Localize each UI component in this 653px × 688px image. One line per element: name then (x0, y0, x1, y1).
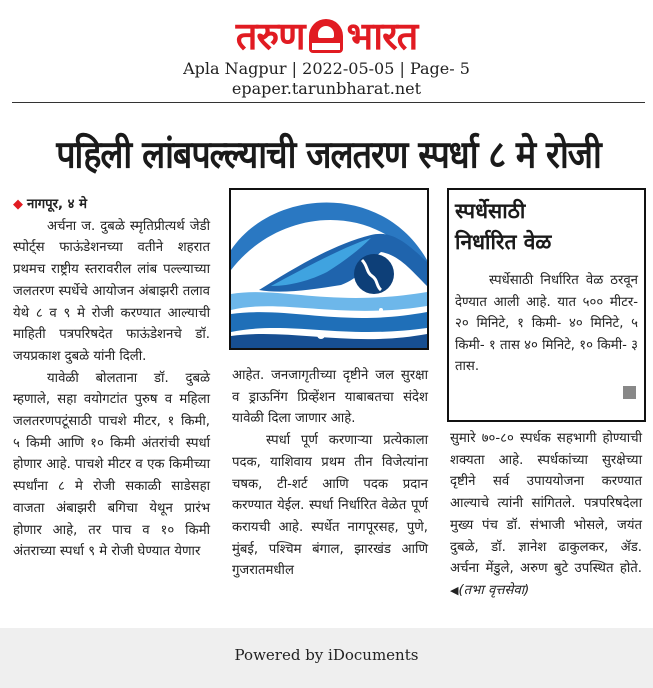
dateline (13, 194, 210, 216)
end-square-icon (623, 386, 636, 399)
logo-word-right: भारत (346, 14, 418, 58)
swimmer-logo-icon (231, 190, 427, 348)
lion-emblem-icon (309, 19, 343, 53)
paragraph: आहेत. जनजागृतीच्या दृष्टीने जल सुरक्षा व ड्राऊनिंग प्रिव्हेंशन याबाबतचा संदेश यावेळी दिला जाणार आहे. (232, 368, 428, 427)
sidebar-title-line-1: स्पर्धेसाठी (455, 199, 526, 223)
edition-line: Apla Nagpur | 2022-05-05 | Page- 5 (183, 59, 470, 78)
logo-word-left: तरुण (235, 14, 305, 58)
masthead (0, 14, 653, 98)
paragraph: स्पर्धा पूर्ण करणाऱ्या प्रत्येकाला पदक, याशिवाय प्रथम तीन विजेत्यांना चषक, टी-शर्ट आणि पदक प्रदान करण्यात येईल. स्पर्धा निर्धारित वेळेत पूर्ण करायची आहे. स्पर्धेत नागपूरसह, पुणे, मुंबई, पश्चिम बंगाल, झारखंड आणि गुजरातमधील (232, 433, 428, 579)
article-column-1 (13, 194, 210, 563)
header-divider (12, 102, 645, 103)
paragraph: यावेळी बोलताना डॉ. दुबळे म्हणाले, सहा वयोगटांत पुरुष व महिला जलतरणपटूंसाठी पाचशे मीटर, १ किमी, ५ किमी आणि १० किमी अंतरांची स्पर्धा होणार आहे. पाचशे मीटर व एक किमीच्या स्पर्धांना ८ मे रोजी सकाळी साडेसहा वाजता अंबाझरी बगिचा येथून प्रारंभ होणार आहे, तर पाच व १० किमी अंतराच्या स्पर्धा ९ मे रोजी घेण्यात येणार (13, 370, 210, 560)
paragraph: अर्चना ज. दुबळे स्मृतिप्रीत्यर्थ जेडी स्पोर्ट्स फाऊंडेशनच्या वतीने शहरात प्रथमच राष्ट्रीय स्तरावरील लांब पल्ल्याच्या जलतरण स्पर्धेचे आयोजन अंबाझरी तलाव येथे ८ व ९ मे रोजी करण्यात आल्याची माहिती पत्रपरिषदेत फाऊंडेशनचे डॉ. जयप्रकाश दुबळे यांनी दिली. (13, 218, 210, 364)
sidebar-title-line-2: निर्धारित वेळ (455, 230, 552, 254)
timing-sidebar-box (447, 188, 646, 422)
triangle-marker-icon: ◀ (450, 583, 459, 597)
newspaper-logo[interactable] (236, 14, 418, 58)
powered-by-text[interactable]: Powered by iDocuments (234, 646, 419, 664)
website-link[interactable]: epaper.tarunbharat.net (231, 79, 422, 98)
sidebar-paragraph: स्पर्धेसाठी निर्धारित वेळ ठरवून देण्यात आली आहे. यात ५०० मीटर- २० मिनिटे, १ किमी- ४० मिनिटे, ५ किमी- १ तास ४० मिनिटे, १० किमी- ३ तास. (455, 273, 638, 374)
swimmer-photo (229, 188, 429, 350)
dateline-text: नागपूर, ४ मे (27, 197, 87, 212)
news-credit: (तभा वृत्तसेवा) (458, 582, 530, 598)
article-column-2 (232, 365, 428, 582)
sidebar-body (455, 270, 638, 378)
sidebar-title (455, 196, 551, 258)
article-headline: पहिली लांबपल्ल्याची जलतरण स्पर्धा ८ मे रोजी (56, 132, 601, 178)
diamond-bullet-icon: ◆ (13, 197, 23, 212)
article-column-3 (450, 428, 642, 602)
paragraph (450, 428, 642, 602)
paragraph-text: सुमारे ७०-८० स्पर्धक सहभागी होण्याची शक्यता आहे. स्पर्धकांच्या सुरक्षेच्या दृष्टीने सर्व उपाययोजना करण्यात आल्याचे त्यांनी सांगितले. पत्रपरिषदेला मुख्य पंच डॉ. संभाजी भोसले, जयंत दुबळे, डॉ. ज्ञानेश ढाकुलकर, ॲड. अर्चना मेंडुले, अरुण बुटे उपस्थित होते. (450, 431, 642, 577)
footer-bar (0, 628, 653, 688)
